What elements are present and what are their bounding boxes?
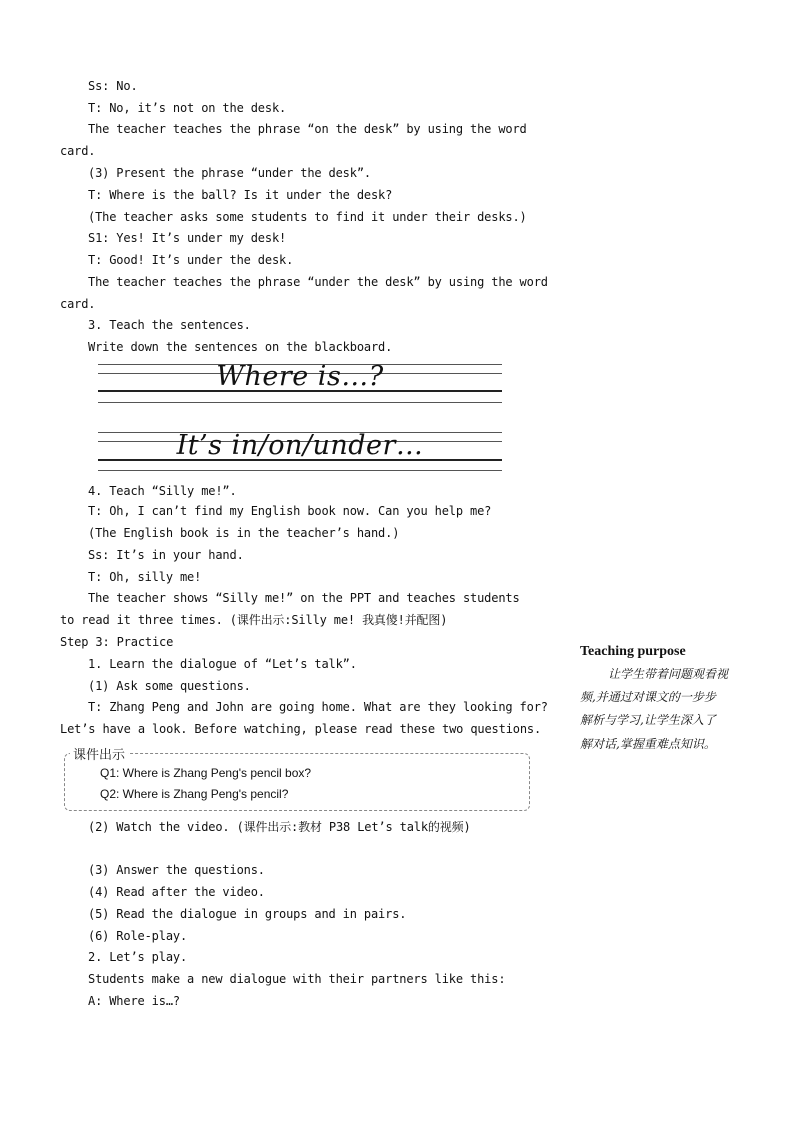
callout-question-1: Q1: Where is Zhang Peng's pencil box? <box>100 766 312 780</box>
text-line: T: Zhang Peng and John are going home. What are they looking for? <box>88 700 548 714</box>
teaching-purpose-line: 频,并通过对课文的一步步 <box>580 690 716 704</box>
text-line: to read it three times. (课件出示:Silly me! 我真傻!并配图) <box>60 613 448 627</box>
text-line: The teacher teaches the phrase “on the desk” by using the word <box>88 122 527 136</box>
text-line: (3) Answer the questions. <box>88 863 265 877</box>
teaching-purpose-line: 解析与学习,让学生深入了 <box>580 713 716 727</box>
handwriting-sentence-1: Where is…? <box>216 361 384 392</box>
handwriting-sentence-2: It’s in/on/under… <box>176 430 424 461</box>
text-line: Students make a new dialogue with their partners like this: <box>88 972 506 986</box>
teaching-purpose-line: 让学生带着问题观看视 <box>608 667 729 681</box>
text-line: (4) Read after the video. <box>88 885 265 899</box>
text-line: A: Where is…? <box>88 994 180 1008</box>
callout-label: 课件出示 <box>70 744 128 763</box>
text-line: 3. Teach the sentences. <box>88 318 251 332</box>
text-line: Let’s have a look. Before watching, please read these two questions. <box>60 722 542 736</box>
text-line: 2. Let’s play. <box>88 950 188 964</box>
text-line: card. <box>60 297 96 311</box>
text-line: S1: Yes! It’s under my desk! <box>88 231 287 245</box>
courseware-callout-box <box>64 753 530 811</box>
text-line: T: No, it’s not on the desk. <box>88 101 287 115</box>
text-line: T: Where is the ball? Is it under the desk? <box>88 188 393 202</box>
text-line: Ss: No. <box>88 79 138 93</box>
text-line: 4. Teach “Silly me!”. <box>88 484 237 498</box>
text-line: The teacher shows “Silly me!” on the PPT and teaches students <box>88 591 520 605</box>
step-heading: Step 3: Practice <box>60 635 174 649</box>
text-line: (2) Watch the video. (课件出示:教材 P38 Let’s talk的视频) <box>88 820 471 834</box>
text-line: Write down the sentences on the blackboard. <box>88 340 393 354</box>
handwriting-lines-1 <box>98 361 502 404</box>
text-line: (3) Present the phrase “under the desk”. <box>88 166 371 180</box>
text-line: card. <box>60 144 96 158</box>
callout-question-2: Q2: Where is Zhang Peng's pencil? <box>100 787 289 801</box>
text-line: (The teacher asks some students to find it under their desks.) <box>88 210 527 224</box>
text-line: (5) Read the dialogue in groups and in pairs. <box>88 907 407 921</box>
text-line: T: Oh, I can’t find my English book now. Can you help me? <box>88 504 492 518</box>
text-line: T: Oh, silly me! <box>88 570 202 584</box>
text-line: (The English book is in the teacher’s hand.) <box>88 526 400 540</box>
text-line: (1) Ask some questions. <box>88 679 251 693</box>
text-line: T: Good! It’s under the desk. <box>88 253 294 267</box>
handwriting-lines-2 <box>98 428 502 472</box>
teaching-purpose-title: Teaching purpose <box>580 644 686 659</box>
text-line: (6) Role-play. <box>88 929 188 943</box>
text-line: The teacher teaches the phrase “under the desk” by using the word <box>88 275 548 289</box>
text-line: Ss: It’s in your hand. <box>88 548 244 562</box>
text-line: 1. Learn the dialogue of “Let’s talk”. <box>88 657 357 671</box>
teaching-purpose-line: 解对话,掌握重难点知识。 <box>580 737 716 751</box>
